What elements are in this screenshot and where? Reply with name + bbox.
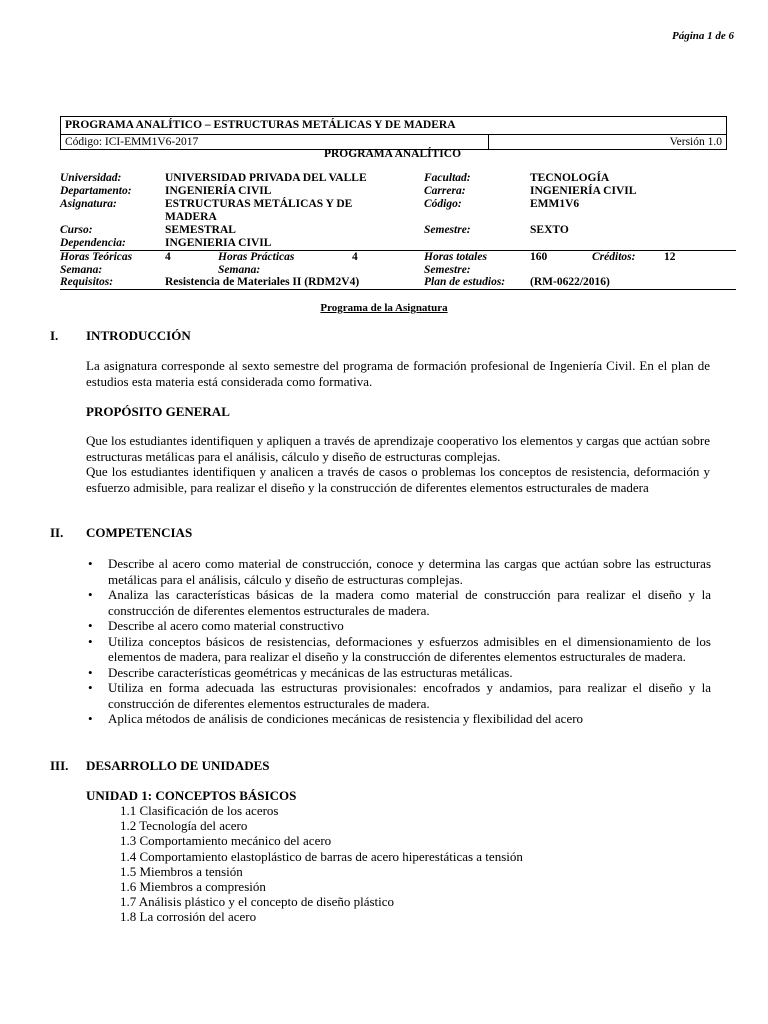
program-subtitle: Programa de la Asignatura (320, 302, 448, 314)
purpose-paragraph-1: Que los estudiantes identifiquen y apliquen a través de aprendizaje cooperativo los elementos y cargas que actúan sobre estructuras metálicas para el análisis, cálculo y diseño de estructuras complejas. (86, 433, 710, 464)
list-item: • Utiliza conceptos básicos de resistencias, deformaciones y esfuerzos admisibles en el dimensionamiento de los elementos de madera, para realizar el diseño y la construcción de diferentes elementos estructurales de madera. (88, 633, 711, 664)
value-horas-totales: 160 (530, 251, 548, 263)
value-curso: SEMESTRAL (165, 224, 236, 236)
bullet-icon: • (88, 711, 93, 726)
value-creditos: 12 (664, 251, 676, 263)
value-codigo: EMM1V6 (530, 198, 580, 210)
label-plan-estudios: Plan de estudios: (424, 276, 506, 288)
label-asignatura: Asignatura: (60, 198, 117, 210)
label-creditos: Créditos: (592, 251, 636, 263)
label-curso: Curso: (60, 224, 93, 236)
label-departamento: Departamento: (60, 185, 132, 197)
purpose-title: PROPÓSITO GENERAL (86, 404, 230, 419)
value-horas-practicas: 4 (352, 251, 358, 263)
label-horas-teoricas: Horas Teóricas (60, 251, 133, 263)
label-requisitos: Requisitos: (60, 276, 114, 288)
section-3-number: III. (50, 758, 69, 773)
list-item: • Aplica métodos de análisis de condiciones mecánicas de resistencia y flexibilidad del acero (88, 711, 584, 726)
unit-1-title: UNIDAD 1: CONCEPTOS BÁSICOS (86, 788, 297, 803)
list-item: • Describe al acero como material constructivo (88, 618, 344, 633)
label-horas-totales: Horas totales (424, 251, 487, 263)
value-requisitos: Resistencia de Materiales II (RDM2V4) (165, 276, 360, 288)
section-2-number: II. (50, 525, 64, 540)
program-title: PROGRAMA ANALÍTICO (323, 148, 462, 160)
list-item: 1.3 Comportamiento mecánico del acero (120, 833, 332, 849)
label-carrera: Carrera: (424, 185, 466, 197)
document-header-box (60, 116, 727, 150)
list-item: 1.7 Análisis plástico y el concepto de diseño plástico (120, 894, 395, 910)
value-asignatura-line2: MADERA (165, 211, 217, 223)
section-1-text: La asignatura corresponde al sexto semestre del programa de formación profesional de Ingeniería Civil. En el plan de estudios esta materia está considerada como formativa. (86, 358, 710, 389)
bullet-icon: • (88, 664, 93, 680)
purpose-paragraph-2: Que los estudiantes identifiquen y analicen a través de casos o problemas los conceptos de resistencia, deformación y esfuerzo admisible, para realizar el diseño y la construcción de diferentes elementos estructurales de madera (86, 464, 710, 495)
list-item: 1.6 Miembros a compresión (120, 879, 266, 895)
value-semestre: SEXTO (530, 224, 569, 236)
section-1-title: INTRODUCCIÓN (86, 328, 191, 343)
label-horas-practicas: Horas Prácticas (218, 251, 295, 263)
value-universidad: UNIVERSIDAD PRIVADA DEL VALLE (165, 172, 367, 184)
list-item: 1.5 Miembros a tensión (120, 863, 243, 879)
document-version: Versión 1.0 (669, 136, 722, 148)
document-code: Código: ICI-EMM1V6-2017 (61, 135, 489, 149)
label-facultad: Facultad: (424, 172, 471, 184)
label-horas-teoricas-semana: Semana: (60, 264, 103, 276)
list-item: • Utiliza en forma adecuada las estructuras provisionales: encofrados y andamios, para realizar el diseño y la construcción de diferentes elementos estructurales de madera. (88, 680, 711, 711)
page-number: Página 1 de 6 (671, 30, 734, 42)
bullet-icon: • (88, 680, 93, 695)
section-2-title: COMPETENCIAS (86, 525, 193, 540)
label-semestre: Semestre: (424, 224, 471, 236)
label-dependencia: Dependencia: (60, 237, 126, 249)
list-item: • Describe al acero como material de construcción, conoce y determina las cargas que actúan sobre las estructuras metálicas para el análisis, cálculo y diseño de estructuras complejas. (88, 556, 711, 587)
label-horas-practicas-semana: Semana: (218, 264, 261, 276)
list-item: • Describe características geométricas y mecánicas de las estructuras metálicas. (88, 664, 513, 680)
section-3-title: DESARROLLO DE UNIDADES (86, 758, 270, 773)
value-dependencia: INGENIERIA CIVIL (165, 237, 272, 249)
bullet-icon: • (88, 618, 93, 633)
info-divider-bottom (60, 289, 736, 290)
list-item: 1.2 Tecnología del acero (120, 818, 248, 834)
value-facultad: TECNOLOGÍA (530, 172, 610, 184)
value-carrera: INGENIERÍA CIVIL (530, 185, 637, 197)
bullet-icon: • (88, 556, 93, 571)
label-codigo: Código: (424, 198, 462, 210)
label-universidad: Universidad: (60, 172, 122, 184)
section-1-number: I. (50, 328, 59, 343)
document-header-title: PROGRAMA ANALÍTICO – ESTRUCTURAS METÁLICAS Y DE MADERA (61, 117, 726, 135)
value-departamento: INGENIERÍA CIVIL (165, 185, 272, 197)
competencies-list (86, 556, 711, 727)
value-asignatura-line1: ESTRUCTURAS METÁLICAS Y DE (165, 198, 353, 210)
list-item: 1.1 Clasificación de los aceros (120, 803, 279, 818)
bullet-icon: • (88, 633, 93, 649)
value-plan-estudios: (RM-0622/2016) (530, 276, 610, 288)
info-divider-top (60, 250, 736, 251)
list-item: • Analiza las características básicas de la madera como material de construcción para realizar el diseño y la construcción de diferentes elementos estructurales de madera. (88, 587, 711, 618)
bullet-icon: • (88, 587, 93, 602)
list-item: 1.8 La corrosión del acero (120, 909, 257, 925)
list-item: 1.4 Comportamiento elastoplástico de barras de acero hiperestáticas a tensión (120, 848, 523, 864)
label-horas-totales-semestre: Semestre: (424, 264, 471, 276)
value-horas-teoricas: 4 (165, 251, 171, 263)
unit-1-topics (120, 803, 523, 925)
document-header-meta (61, 135, 726, 149)
